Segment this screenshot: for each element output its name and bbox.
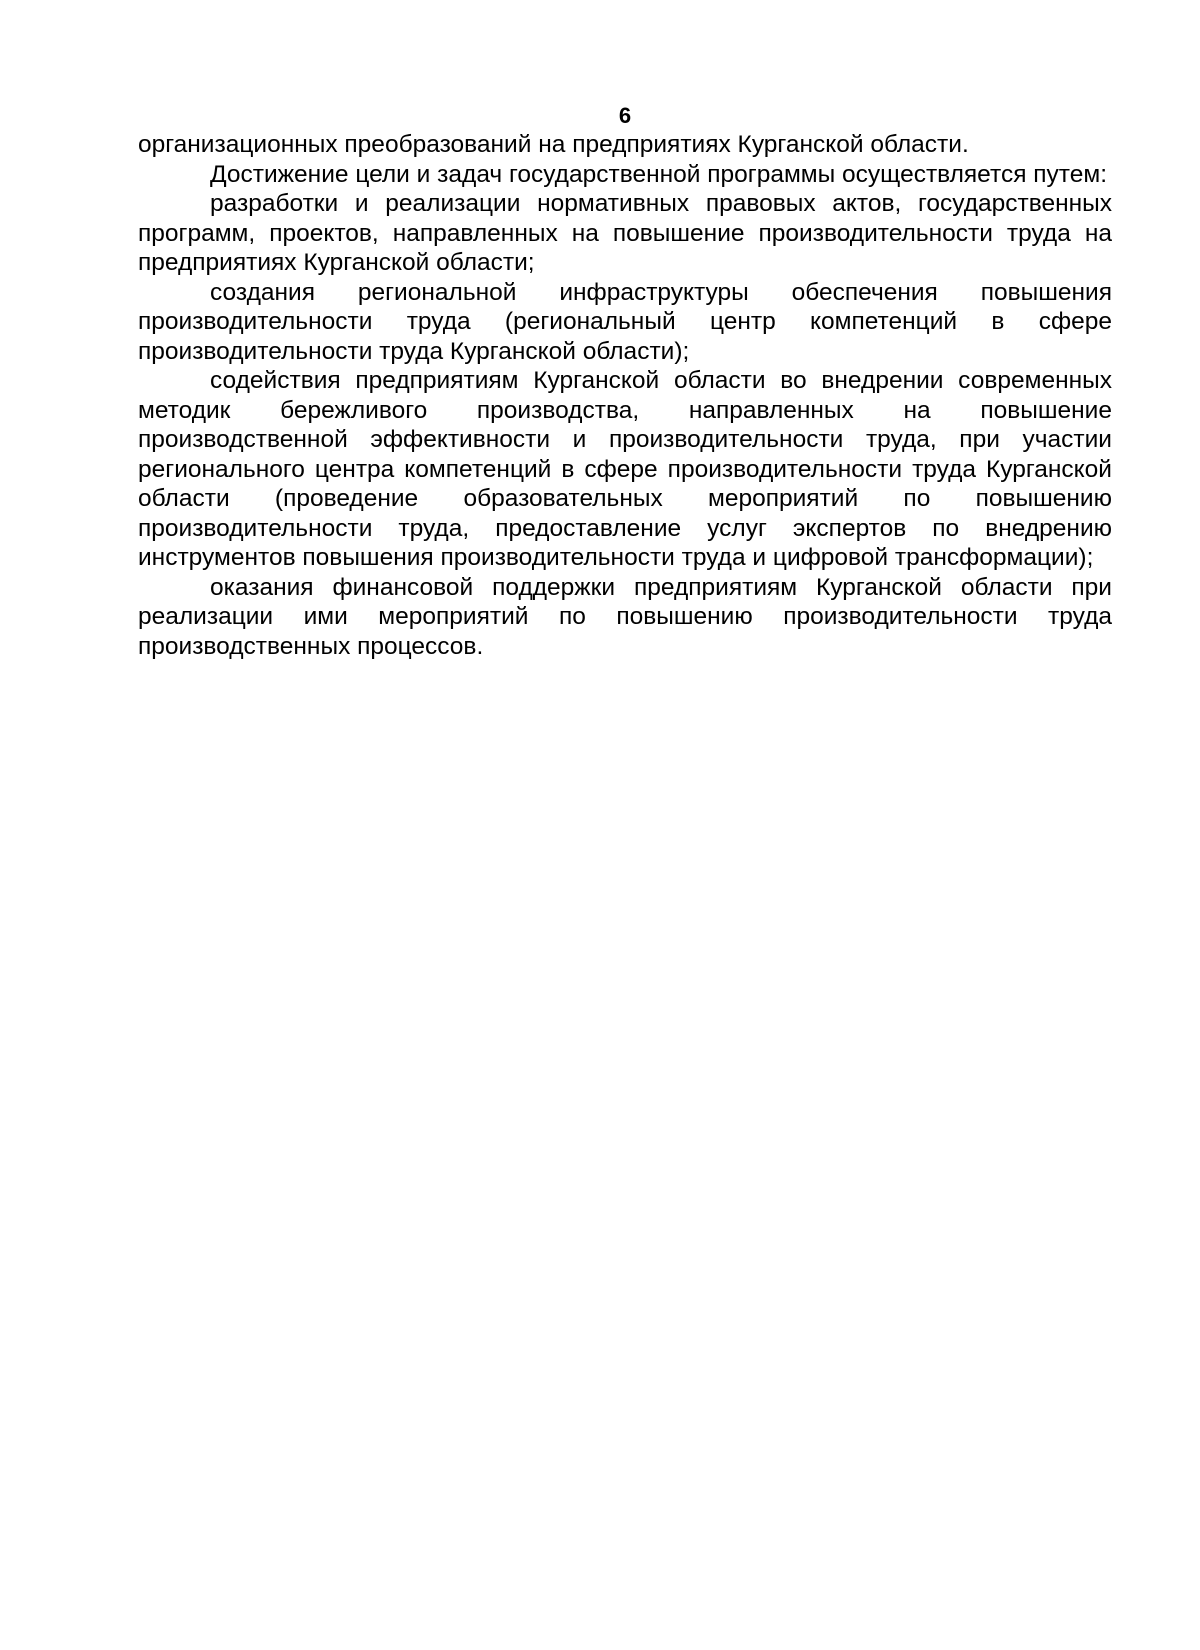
page-number: 6 bbox=[618, 103, 632, 128]
paragraph-goal-achievement: Достижение цели и задач государственной программы осуществляется путем: bbox=[210, 160, 1108, 188]
paragraph-infrastructure: создания региональной инфраструктуры обеспечения повышения производительности труда (региональный центр компетенций в сфере производительности труда Курганской области); bbox=[138, 278, 1112, 365]
document-body bbox=[138, 130, 1112, 661]
paragraph-continuation: организационных преобразований на предприятиях Курганской области. bbox=[138, 131, 969, 158]
paragraph-financial-support: оказания финансовой поддержки предприятиям Курганской области при реализации ими мероприятий по повышению производительности труда производственных процессов. bbox=[138, 573, 1112, 660]
paragraph-legal-acts: разработки и реализации нормативных правовых актов, государственных программ, проектов, направленных на повышение производительности труда на предприятиях Курганской области; bbox=[138, 190, 1112, 276]
paragraph-lean-methods: содействия предприятиям Курганской области во внедрении современных методик бережливого производства, направленных на повышение производственной эффективности и производительности труда, при участии регионального центра компетенций в сфере производительности труда Курганской области (проведение образовательных мероприятий по повышению производительности труда, предоставление услуг экспертов по внедрению инструментов повышения производительности труда и цифровой трансформации); bbox=[138, 367, 1112, 571]
